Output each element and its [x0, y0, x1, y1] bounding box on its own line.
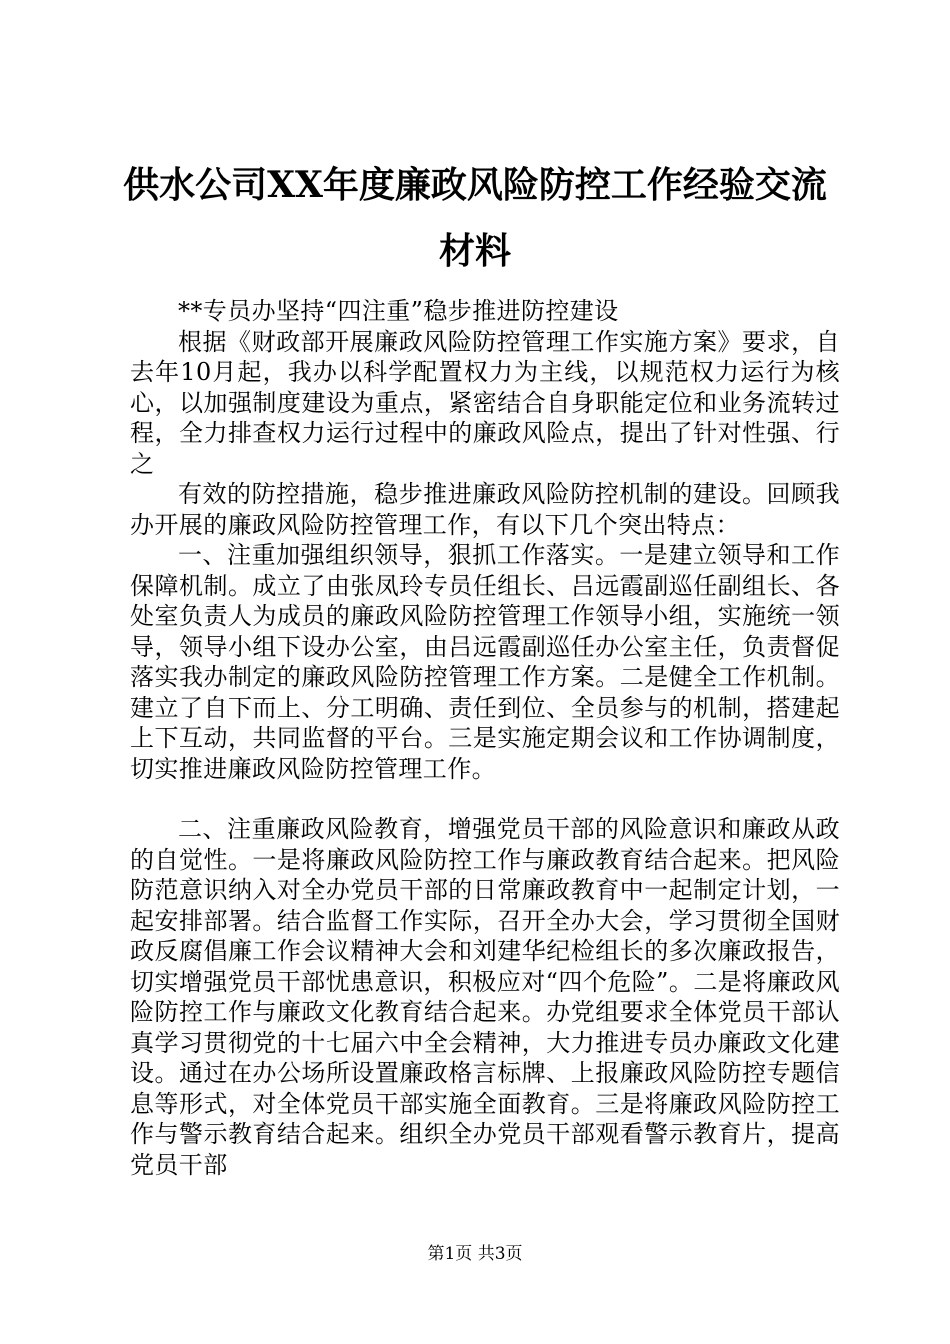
page-indicator: 第1页 共3页: [427, 1244, 523, 1264]
paragraph-2: 有效的防控措施，稳步推进廉政风险防控机制的建设。回顾我办开展的廉政风险防控管理工作，有以下几个突出特点：: [130, 480, 840, 539]
subtitle-line: **专员办坚持“四注重”稳步推进防控建设: [178, 297, 619, 325]
paragraph-1: 根据《财政部开展廉政风险防控管理工作实施方案》要求，自去年10月起，我办以科学配置权力为主线，以规范权力运行为核心，以加强制度建设为重点，紧密结合自身职能定位和业务流转过程，全力排查权力运行过程中的廉政风险点，提出了针对性强、行之: [130, 327, 840, 478]
document-body: [130, 296, 840, 1180]
paragraph-4: 二、注重廉政风险教育，增强党员干部的风险意识和廉政从政的自觉性。一是将廉政风险防控工作与廉政教育结合起来。把风险防范意识纳入对全办党员干部的日常廉政教育中一起制定计划，一起安排部署。结合监督工作实际，召开全办大会，学习贯彻全国财政反腐倡廉工作会议精神大会和刘建华纪检组长的多次廉政报告，切实增强党员干部忧患意识，积极应对“四个危险”。二是将廉政风险防控工作与廉政文化教育结合起来。办党组要求全体党员干部认真学习贯彻党的十七届六中全会精神，大力推进专员办廉政文化建设。通过在办公场所设置廉政格言标牌、上报廉政风险防控专题信息等形式，对全体党员干部实施全面教育。三是将廉政风险防控工作与警示教育结合起来。组织全办党员干部观看警示教育片，提高党员干部: [130, 815, 840, 1179]
document-title: 供水公司XX年度廉政风险防控工作经验交流材料: [123, 164, 827, 272]
paragraph-3: 一、注重加强组织领导，狠抓工作落实。一是建立领导和工作保障机制。成立了由张凤玲专员任组长、吕远霞副巡任副组长、各处室负责人为成员的廉政风险防控管理工作领导小组，实施统一领导，领导小组下设办公室，由吕远霞副巡任办公室主任，负责督促落实我办制定的廉政风险防控管理工作方案。二是健全工作机制。建立了自下而上、分工明确、责任到位、全员参与的机制，搭建起上下互动，共同监督的平台。三是实施定期会议和工作协调制度，切实推进廉政风险防控管理工作。: [130, 541, 840, 783]
